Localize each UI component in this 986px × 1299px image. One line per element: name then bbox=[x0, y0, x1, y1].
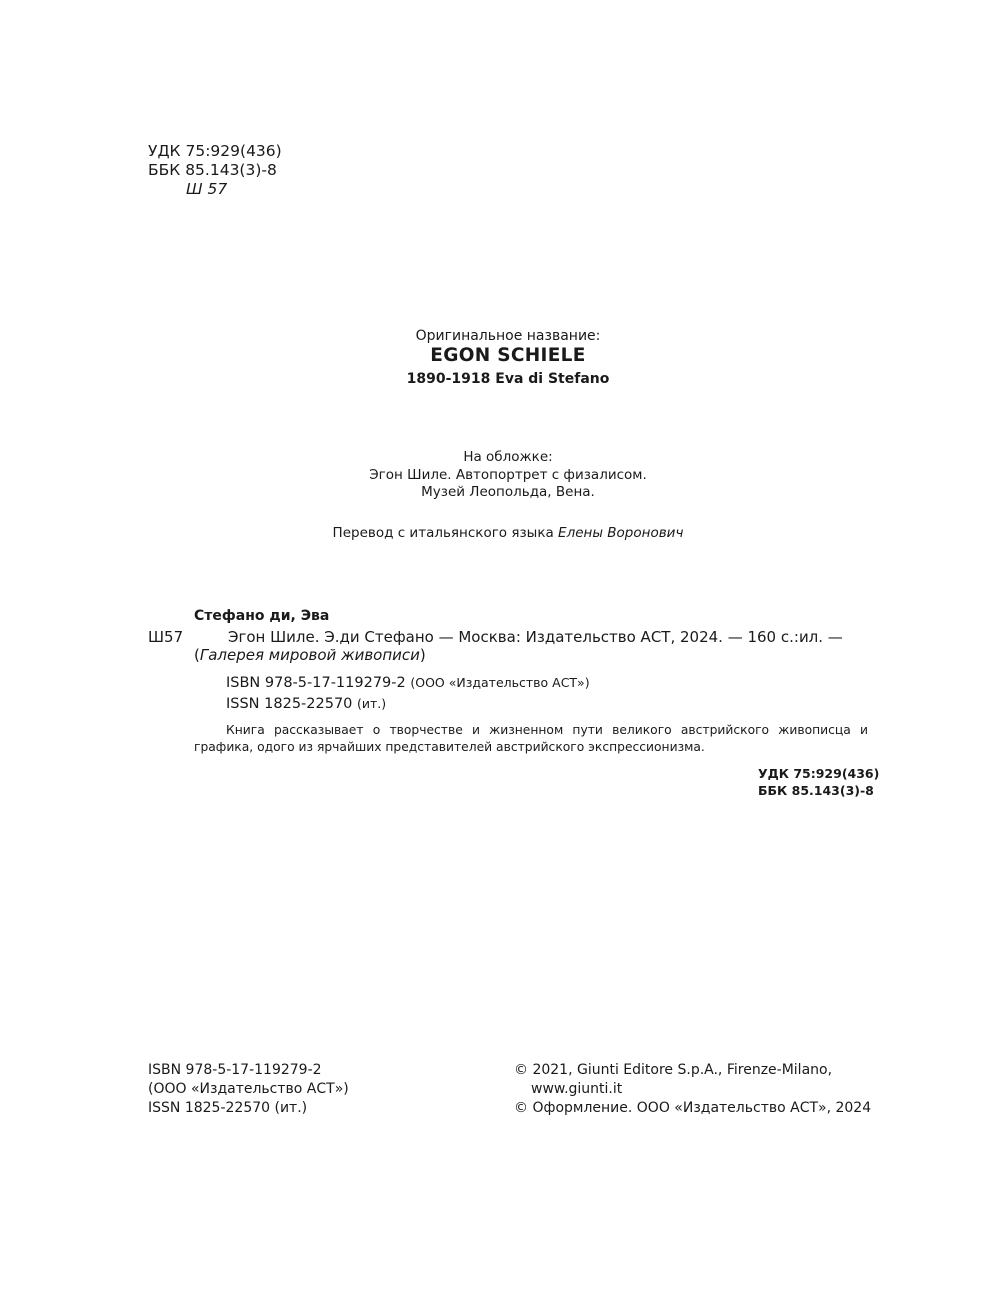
top-classification-codes bbox=[148, 142, 282, 199]
cover-line-2: Музей Леопольда, Вена. bbox=[421, 484, 595, 500]
giunti-url: www.giunti.it bbox=[531, 1081, 623, 1097]
entry-isbn-publisher: (ООО «Издательство АСТ») bbox=[410, 675, 590, 690]
bottom-isbn-block bbox=[148, 1061, 349, 1118]
annotation-text: Книга рассказывает о творчестве и жизненном пути великого австрийского живописца и графика, одого из ярчайших представителей австрийского экспрессионизма. bbox=[194, 723, 868, 754]
bottom-issn: ISSN 1825-22570 (ит.) bbox=[148, 1100, 308, 1116]
udk-code: УДК 75:929(436) bbox=[148, 142, 282, 160]
entry-issn-number: ISSN 1825-22570 bbox=[226, 696, 353, 712]
translation-credit bbox=[0, 525, 986, 541]
entry-issn bbox=[226, 696, 386, 712]
bottom-isbn: ISBN 978-5-17-119279-2 bbox=[148, 1062, 322, 1078]
entry-author-code: Ш57 bbox=[148, 628, 184, 646]
entry-udk: УДК 75:929(436) bbox=[758, 766, 880, 781]
series-close: ) bbox=[419, 646, 426, 664]
author-mark: Ш 57 bbox=[186, 180, 228, 198]
entry-classification-codes bbox=[560, 765, 880, 799]
cover-label: На обложке: bbox=[463, 449, 553, 465]
entry-issn-note: (ит.) bbox=[357, 696, 387, 711]
bbk-code: ББК 85.143(3)-8 bbox=[148, 161, 277, 179]
entry-bbk: ББК 85.143(3)-8 bbox=[758, 783, 874, 798]
translator-name: Елены Воронович bbox=[558, 525, 684, 541]
bottom-publisher: (ООО «Издательство АСТ») bbox=[148, 1081, 349, 1097]
entry-description: Эгон Шиле. Э.ди Стефано — Москва: Издательство АСТ, 2024. — 160 с.:ил. — bbox=[228, 628, 843, 646]
series-open: ( bbox=[194, 646, 200, 664]
cover-line-1: Эгон Шиле. Автопортрет с физалисом. bbox=[369, 466, 647, 483]
entry-series bbox=[194, 646, 426, 664]
translation-prefix: Перевод с итальянского языка bbox=[332, 525, 554, 541]
original-title: EGON SCHIELE bbox=[430, 345, 586, 366]
original-title-label: Оригинальное название: bbox=[415, 328, 601, 344]
copyright-design: © Оформление. ООО «Издательство АСТ», 2024 bbox=[514, 1100, 872, 1116]
copyright-block bbox=[514, 1061, 871, 1118]
copyright-giunti: © 2021, Giunti Editore S.p.A., Firenze-Milano, bbox=[514, 1062, 833, 1078]
series-name: Галерея мировой живописи bbox=[199, 646, 420, 664]
original-subtitle: 1890-1918 Eva di Stefano bbox=[406, 371, 610, 387]
entry-isbn bbox=[226, 675, 590, 691]
cover-info bbox=[0, 449, 986, 502]
entry-isbn-number: ISBN 978-5-17-119279-2 bbox=[226, 675, 406, 691]
entry-author: Стефано ди, Эва bbox=[194, 608, 330, 624]
